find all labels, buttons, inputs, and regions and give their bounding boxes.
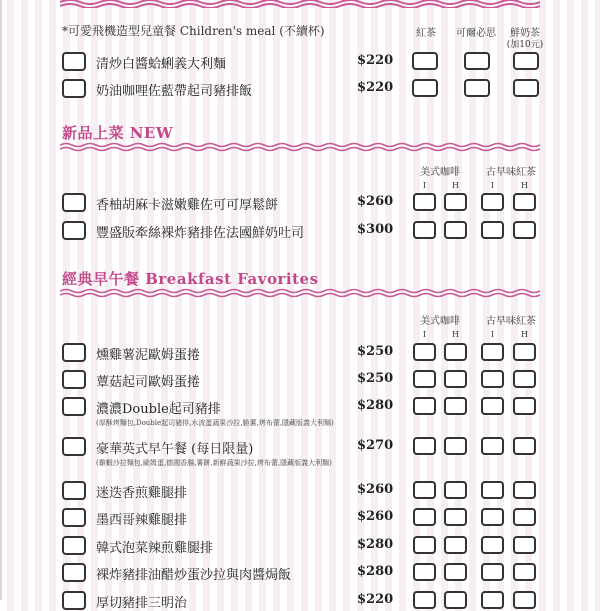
item-name: 裸炸豬排油醋炒蛋沙拉與肉醬焗飯 <box>96 568 292 583</box>
temp-label-iced: I <box>490 181 495 190</box>
item-price: $280 <box>357 537 394 552</box>
item-name: 清炒白醬蛤蜊義大利麵 <box>96 57 227 72</box>
drink-checkbox-americano-hot[interactable] <box>444 370 467 388</box>
item-description: (雞蝦沙拉麵包,歐姆蛋,德國香腸,薯餅,新鮮蔬果沙拉,烤布蕾,隱藏版義大利麵) <box>96 459 332 467</box>
drink-checkbox-tea-hot[interactable] <box>513 508 536 526</box>
drink-checkbox-americano-iced[interactable] <box>413 481 436 499</box>
item-name: 燻雞薯泥歐姆蛋捲 <box>96 348 201 363</box>
drink-checkbox-americano-iced[interactable] <box>413 536 436 554</box>
drink-header-black-tea: 古早味紅茶 <box>486 167 536 178</box>
drink-checkbox-tea-hot[interactable] <box>513 370 536 388</box>
drink-checkbox-americano-hot[interactable] <box>444 508 467 526</box>
drink-checkbox-tea-iced[interactable] <box>481 536 504 554</box>
drink-checkbox-americano-iced[interactable] <box>413 370 436 388</box>
item-name: 濃濃Double起司豬排 <box>96 402 221 417</box>
drink-checkbox-americano-iced[interactable] <box>413 591 436 609</box>
drink-checkbox-americano-iced[interactable] <box>413 437 436 455</box>
section-title-new: 新品上菜 NEW <box>62 124 174 142</box>
drink-checkbox-tea-hot[interactable] <box>513 397 536 415</box>
drink-header-milk-tea: 鮮奶茶 <box>510 28 540 39</box>
page-left-edge <box>0 0 2 600</box>
drink-checkbox-tea-iced[interactable] <box>481 563 504 581</box>
item-name: 豪華英式早午餐 (每日限量) <box>96 442 254 457</box>
order-checkbox[interactable] <box>62 370 86 389</box>
drink-checkbox-tea-iced[interactable] <box>481 343 504 361</box>
order-checkbox[interactable] <box>62 343 86 362</box>
item-name: 蕈菇起司歐姆蛋捲 <box>96 375 201 390</box>
temp-label-iced: I <box>422 330 427 339</box>
drink-header-black-tea: 古早味紅茶 <box>486 316 536 327</box>
order-checkbox[interactable] <box>62 508 86 527</box>
drink-header-americano: 美式咖啡 <box>420 167 460 178</box>
section-divider-wave <box>60 288 542 298</box>
drink-checkbox-tea-iced[interactable] <box>481 591 504 609</box>
drink-checkbox-tea-hot[interactable] <box>513 563 536 581</box>
item-price: $280 <box>357 398 394 413</box>
drink-checkbox-tea-iced[interactable] <box>481 397 504 415</box>
item-price: $260 <box>357 482 394 497</box>
section-divider-wave <box>60 142 542 152</box>
section-title-breakfast: 經典早午餐 Breakfast Favorites <box>62 270 319 288</box>
temp-label-iced: I <box>422 181 427 190</box>
item-name: 厚切豬排三明治 <box>96 596 188 611</box>
drink-checkbox-americano-hot[interactable] <box>444 343 467 361</box>
drink-checkbox-tea-iced[interactable] <box>481 370 504 388</box>
order-checkbox[interactable] <box>62 591 86 610</box>
order-checkbox[interactable] <box>62 79 86 98</box>
drink-checkbox-tea-iced[interactable] <box>481 437 504 455</box>
item-name: 奶油咖哩佐藍帶起司豬排飯 <box>96 84 253 99</box>
drink-checkbox-tea-iced[interactable] <box>481 508 504 526</box>
item-price: $280 <box>357 564 394 579</box>
item-price: $260 <box>357 509 394 524</box>
drink-checkbox-tea-hot[interactable] <box>513 591 536 609</box>
kids-meal-title: *可愛飛機造型兒童餐 Children's meal (不續杯) <box>62 24 325 38</box>
item-price: $270 <box>357 438 394 453</box>
drink-checkbox-americano-hot[interactable] <box>444 437 467 455</box>
temp-label-hot: H <box>521 330 528 339</box>
order-checkbox[interactable] <box>62 536 86 555</box>
drink-checkbox-tea-hot[interactable] <box>513 343 536 361</box>
drink-checkbox-americano-hot[interactable] <box>444 563 467 581</box>
order-checkbox[interactable] <box>62 221 86 240</box>
item-name: 迷迭香煎雞腿排 <box>96 486 188 501</box>
item-name: 墨西哥辣雞腿排 <box>96 513 188 528</box>
drink-checkbox-americano-hot[interactable] <box>444 481 467 499</box>
drink-checkbox-americano-hot[interactable] <box>444 536 467 554</box>
drink-checkbox-tea-hot[interactable] <box>513 481 536 499</box>
drink-checkbox-tea-hot[interactable] <box>513 193 536 211</box>
order-checkbox[interactable] <box>62 563 86 582</box>
drink-checkbox-tea-hot[interactable] <box>513 536 536 554</box>
drink-checkbox-tea-iced[interactable] <box>481 221 504 239</box>
drink-checkbox-americano-hot[interactable] <box>444 591 467 609</box>
drink-header-calpis: 可爾必思 <box>456 28 496 39</box>
drink-header-americano: 美式咖啡 <box>420 316 460 327</box>
item-name: 韓式泡菜辣煎雞腿排 <box>96 541 214 556</box>
order-checkbox[interactable] <box>62 193 86 212</box>
top-decorative-wave <box>60 0 540 8</box>
drink-checkbox-milk-tea[interactable] <box>513 79 539 97</box>
drink-checkbox-calpis[interactable] <box>464 52 490 70</box>
drink-checkbox-americano-iced[interactable] <box>413 343 436 361</box>
drink-header-black-tea: 紅茶 <box>416 28 436 39</box>
drink-checkbox-americano-iced[interactable] <box>413 193 436 211</box>
item-price: $220 <box>357 53 394 68</box>
drink-checkbox-americano-hot[interactable] <box>444 221 467 239</box>
drink-checkbox-calpis[interactable] <box>464 79 490 97</box>
order-checkbox[interactable] <box>62 397 86 416</box>
drink-checkbox-tea-hot[interactable] <box>513 221 536 239</box>
drink-checkbox-milk-tea[interactable] <box>513 52 539 70</box>
drink-checkbox-black-tea[interactable] <box>412 52 438 70</box>
drink-checkbox-americano-hot[interactable] <box>444 193 467 211</box>
drink-checkbox-americano-iced[interactable] <box>413 221 436 239</box>
drink-checkbox-americano-iced[interactable] <box>413 563 436 581</box>
item-price: $220 <box>357 80 394 95</box>
item-description: (厚酥烤麵包,Double起司豬排,水波蛋蔬果沙拉,脆薯,烤布蕾,隱藏版義大利麵) <box>96 419 334 427</box>
drink-checkbox-black-tea[interactable] <box>412 79 438 97</box>
drink-note: (加10元) <box>506 40 544 50</box>
item-name: 豐盛版牽絲裸炸豬排佐法國鮮奶吐司 <box>96 226 305 241</box>
order-checkbox[interactable] <box>62 437 86 456</box>
item-price: $300 <box>357 222 394 237</box>
item-price: $250 <box>357 344 394 359</box>
item-price: $260 <box>357 194 394 209</box>
item-name: 香柚胡麻卡滋嫩雞佐可可厚鬆餅 <box>96 198 279 213</box>
temp-label-hot: H <box>452 181 459 190</box>
drink-checkbox-americano-iced[interactable] <box>413 397 436 415</box>
drink-checkbox-americano-iced[interactable] <box>413 508 436 526</box>
drink-checkbox-tea-iced[interactable] <box>481 481 504 499</box>
temp-label-hot: H <box>521 181 528 190</box>
order-checkbox[interactable] <box>62 481 86 500</box>
order-checkbox[interactable] <box>62 52 86 71</box>
temp-label-iced: I <box>490 330 495 339</box>
item-price: $250 <box>357 371 394 386</box>
item-price: $220 <box>357 592 394 607</box>
temp-label-hot: H <box>452 330 459 339</box>
drink-checkbox-tea-iced[interactable] <box>481 193 504 211</box>
drink-checkbox-americano-hot[interactable] <box>444 397 467 415</box>
drink-checkbox-tea-hot[interactable] <box>513 437 536 455</box>
